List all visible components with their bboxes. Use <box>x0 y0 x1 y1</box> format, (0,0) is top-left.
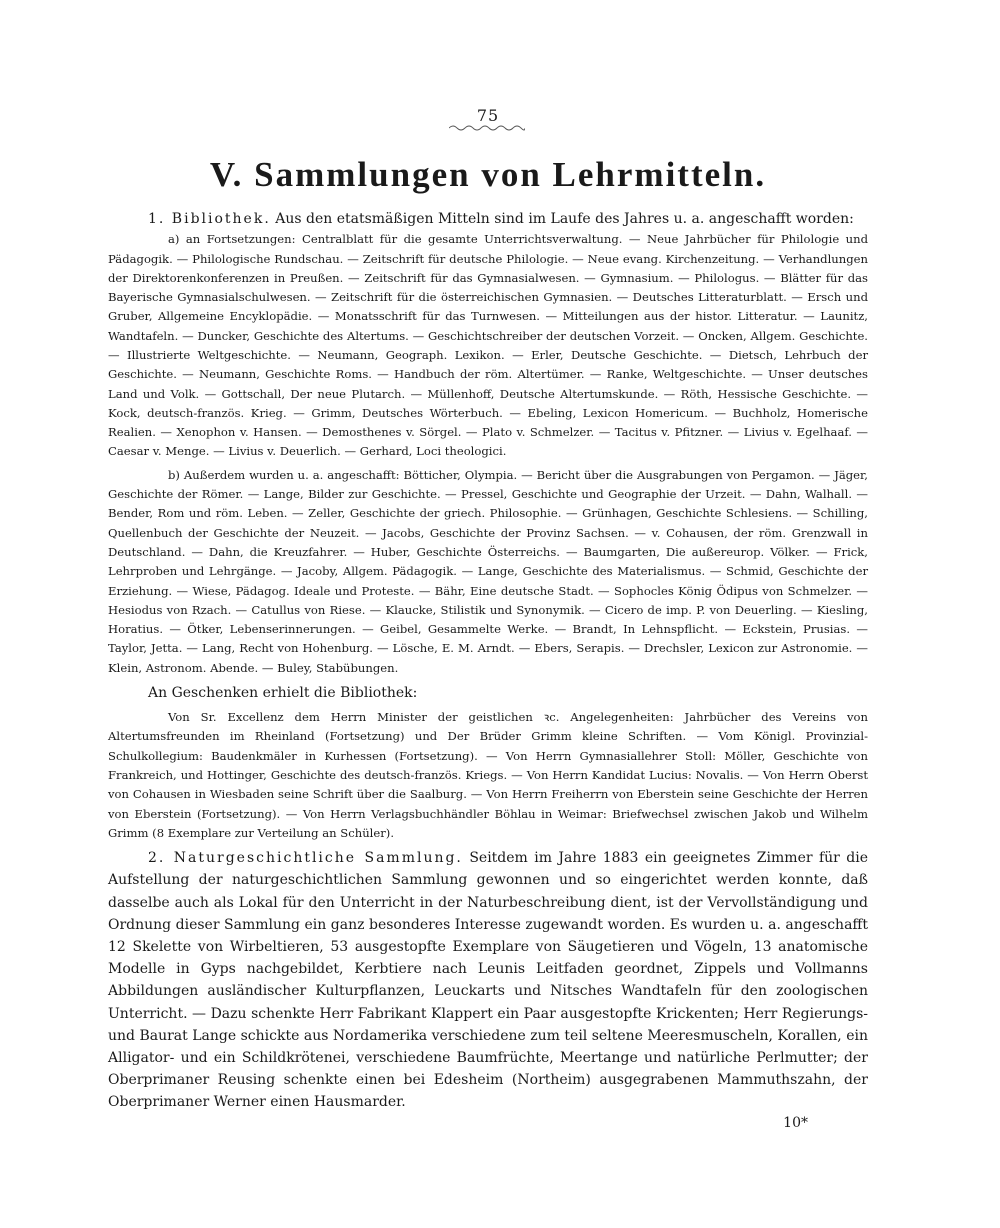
ornament-divider <box>449 124 525 132</box>
library-intro <box>108 208 868 230</box>
section-title: V. Sammlungen von Lehrmitteln. <box>209 155 767 194</box>
signature-mark: 10* <box>783 1114 808 1131</box>
page-number: 75 <box>476 106 500 125</box>
continuations-paragraph: a) an Fortsetzungen: Centralblatt für die gesamte Unterrichtsverwaltung. — Neue Jahrbücher für Philologie und Pädagogik. — Philologische Rundschau. — Zeitschrift für deutsche Philologie. — Neue evang. Kirchenzeitung. — Verhandlungen der Direktorenkonferenzen in Preußen. — Zeitschrift für das Gymnasialwesen. — Gymnasium. — Philologus. — Blätter für das Bayerische Gymnasialschulwesen. — Zeitschrift für die österreichischen Gymnasien. — Deutsches Litteraturblatt. — Ersch und Gruber, Allgemeine Encyklopädie. — Monatsschrift für das Turnwesen. — Mitteilungen aus der histor. Litteratur. — Launitz, Wandtafeln. — Duncker, Geschichte des Altertums. — Geschichtschreiber der deutschen Vorzeit. — Oncken, Allgem. Geschichte. — Illustrierte Weltgeschichte. — Neumann, Geograph. Lexikon. — Erler, Deutsche Geschichte. — Dietsch, Lehrbuch der Geschichte. — Neumann, Geschichte Roms. — Handbuch der röm. Altertümer. — Ranke, Weltgeschichte. — Unser deutsches Land und Volk. — Gottschall, Der neue Plutarch. — Müllenhoff, Deutsche Altertumskunde. — Röth, Hessische Geschichte. — Kock, deutsch-französ. Krieg. — Grimm, Deutsches Wörterbuch. — Ebeling, Lexicon Homericum. — Buchholz, Homerische Realien. — Xenophon v. Hansen. — Demosthenes v. Sörgel. — Plato v. Schmelzer. — Tacitus v. Pfitzner. — Livius v. Egelhaaf. — Caesar v. Menge. — Livius v. Deuerlich. — Gerhard, Loci theologici. <box>108 232 868 459</box>
library-label: 1. Bibliothek. <box>148 211 271 227</box>
library-intro-text: Aus den etatsmäßigen Mitteln sind im Laufe des Jahres u. a. angeschafft worden: <box>275 211 854 227</box>
gifts-paragraph: Von Sr. Excellenz dem Herrn Minister der geistlichen ꝛc. Angelegenheiten: Jahrbücher des Vereins von Altertumsfreunden im Rheinland (Fortsetzung) und Der Brüder Grimm kleine Schriften. — Vom Königl. Provinzial-Schulkollegium: Baudenkmäler in Kurhessen (Fortsetzung). — Von Herrn Gymnasiallehrer Stoll: Möller, Geschichte von Frankreich, und Hottinger, Geschichte des deutsch-französ. Kriegs. — Von Herrn Kandidat Lucius: Novalis. — Von Herrn Oberst von Cohausen in Wiesbaden seine Schrift über die Saalburg. — Von Herrn Freiherrn von Eberstein seine Geschichte der Herren von Eberstein (Fortsetzung). — Von Herrn Verlagsbuchhändler Böhlau in Weimar: Briefwechsel zwischen Jakob und Wilhelm Grimm (8 Exemplare zur Verteilung an Schüler). <box>108 710 868 840</box>
gifts-heading: An Geschenken erhielt die Bibliothek: <box>148 685 418 702</box>
natural-history-text: Seitdem im Jahre 1883 ein geeignetes Zimmer für die Aufstellung der naturgeschichtlichen Sammlung gewonnen und so eingerichtet werden konnte, daß dasselbe auch als Lokal für den Unterricht in der Naturbeschreibung dient, ist der Vervollständigung und Ordnung dieser Sammlung ein ganz besonderes Interesse zugewandt worden. Es wurden u. a. angeschafft 12 Skelette von Wirbeltieren, 53 ausgestopfte Exemplare von Säugetieren und Vögeln, 13 anatomische Modelle in Gyps nachgebildet, Kerbtiere nach Leunis Leitfaden geordnet, Zippels und Vollmanns Abbildungen ausländischer Kulturpflanzen, Leuckarts und Nitsches Wandtafeln für den zoologischen Unterricht. — Dazu schenkte Herr Fabrikant Klappert ein Paar ausgestopfte Krickenten; Herr Regierungs- und Baurat Lange schickte aus Nordamerika verschiedene zum teil seltene Meeresmuscheln, Korallen, ein Alligator- und ein Schildkrötenei, verschiedene Baumfrüchte, Meertange und natürliche Perlmutter; der Oberprimaner Reusing schenkte einen bei Edesheim (Northeim) ausgegrabenen Mammuthszahn, der Oberprimaner Werner einen Hausmarder. <box>108 850 868 1111</box>
acquisitions-paragraph: b) Außerdem wurden u. a. angeschafft: Bötticher, Olympia. — Bericht über die Ausgrabungen von Pergamon. — Jäger, Geschichte der Römer. — Lange, Bilder zur Geschichte. — Pressel, Geschichte und Geographie der Urzeit. — Dahn, Walhall. — Bender, Rom und röm. Leben. — Zeller, Geschichte der griech. Philosophie. — Grünhagen, Geschichte Schlesiens. — Schilling, Quellenbuch der Geschichte der Neuzeit. — Jacobs, Geschichte der Provinz Sachsen. — v. Cohausen, der röm. Grenzwall in Deutschland. — Dahn, die Kreuzfahrer. — Huber, Geschichte Österreichs. — Baumgarten, Die außereurop. Völker. — Frick, Lehrproben und Lehrgänge. — Jacoby, Allgem. Pädagogik. — Lange, Geschichte des Materialismus. — Schmid, Geschichte der Erziehung. — Wiese, Pädagog. Ideale und Proteste. — Bähr, Eine deutsche Stadt. — Sophocles König Ödipus von Schmelzer. — Hesiodus von Rzach. — Catullus von Riese. — Klaucke, Stilistik und Synonymik. — Cicero de imp. P. von Deuerling. — Kiesling, Horatius. — Ötker, Lebenserinnerungen. — Geibel, Gesammelte Werke. — Brandt, In Lehnspflicht. — Eckstein, Prusias. — Taylor, Jetta. — Lang, Recht von Hohenburg. — Lösche, E. M. Arndt. — Ebers, Serapis. — Drechsler, Lexicon zur Astronomie. — Klein, Astronom. Abende. — Buley, Stabübungen. <box>108 467 868 675</box>
page-body <box>108 208 868 1132</box>
natural-history-label: 2. Naturgeschichtliche Sammlung. <box>148 850 463 867</box>
natural-history-paragraph <box>108 847 868 1113</box>
